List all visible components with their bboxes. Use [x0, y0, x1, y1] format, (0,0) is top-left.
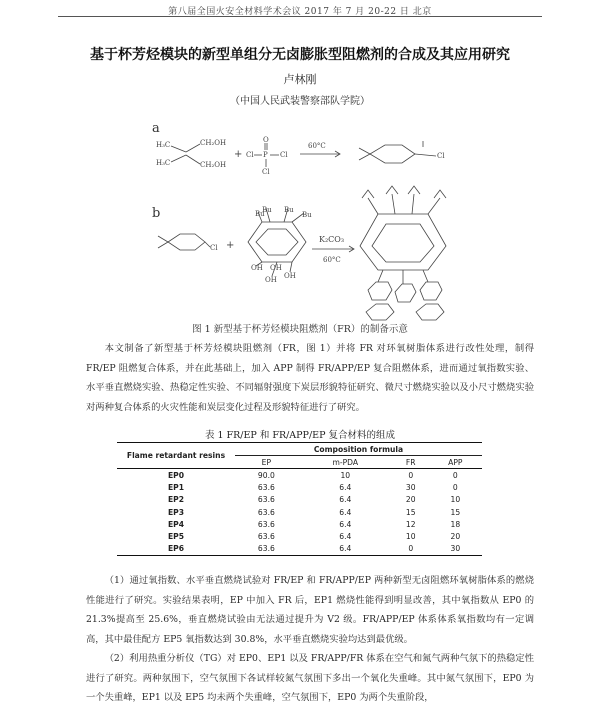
b-tbu-group — [408, 186, 420, 194]
a-ch2oh-bottom: CH₂OH — [200, 161, 227, 169]
composition-table — [117, 442, 482, 556]
b-phosphate-ring — [420, 282, 442, 300]
sample-name: EP4 — [167, 519, 185, 529]
table-row — [117, 482, 482, 494]
b-bond — [205, 242, 210, 247]
b-reagent-cl: Cl — [210, 244, 218, 252]
intro-paragraph — [86, 339, 534, 417]
table-cell: 12 — [405, 519, 416, 529]
table-row — [117, 530, 482, 542]
table-cell: 10 — [405, 531, 416, 541]
table-cell: 63.6 — [257, 483, 275, 493]
group-header: Composition formula — [235, 443, 482, 456]
table-cell: 90.0 — [257, 470, 275, 480]
a-bond — [359, 148, 370, 154]
b-bond — [428, 198, 440, 214]
b-tbu-3: Bu — [284, 206, 294, 214]
b-bond — [258, 212, 262, 222]
sample-name: EP0 — [167, 470, 185, 480]
finding-2-text: （2）利用热重分析仪（TG）对 EP0、EP1 以及 FR/APP/FR 体系在空气和氮气两种气氛下的热稳定性进行了研究。两种氛围下，空气氛围下各试样较氮气氛围下多出一个氧化失重峰。其中氮气氛围下，EP0 为一个失重峰，EP1 以及 EP5 均未两个失重峰，空气氛围下，EP0 为两个失重阶段， — [86, 653, 534, 703]
a-bond — [171, 155, 186, 162]
affiliation: （中国人民武装警察部队学院） — [230, 96, 370, 107]
table-cell: 63.6 — [257, 507, 275, 517]
table-cell: 10 — [450, 495, 461, 505]
b-bond — [158, 236, 168, 242]
b-tbu-4: Bu — [302, 211, 312, 219]
b-tbu-group — [386, 186, 398, 194]
a-condition: 60°C — [308, 142, 326, 150]
table-cell: 20 — [450, 531, 461, 541]
sample-name: EP1 — [167, 483, 185, 493]
b-bond — [378, 270, 383, 282]
b-bond — [423, 270, 428, 282]
sample-name: EP5 — [167, 531, 185, 541]
author: 卢林刚 — [283, 73, 317, 86]
finding-2 — [86, 649, 534, 708]
scheme-drawing — [0, 0, 600, 330]
b-bond — [284, 208, 288, 222]
table-cell: 63.6 — [257, 544, 275, 554]
row-header: Flame retardant resins — [117, 443, 235, 469]
panel-a-label: a — [152, 121, 160, 136]
b-oh-2: OH — [270, 264, 282, 272]
a-bond — [359, 154, 370, 160]
sample-name: EP2 — [167, 495, 185, 505]
b-phosphate-ring — [366, 304, 394, 320]
b-bond — [256, 262, 262, 266]
b-bond — [368, 198, 378, 214]
table-cell: 6.4 — [339, 531, 352, 541]
a-p: P — [263, 151, 268, 159]
b-bond — [290, 262, 292, 272]
table-row — [117, 494, 482, 506]
table-header-row-1 — [117, 443, 482, 456]
table-cell: 6.4 — [339, 544, 352, 554]
table-cell: 15 — [405, 507, 416, 517]
table-cell: 0 — [408, 470, 414, 480]
a-product-ring — [370, 145, 415, 163]
column-header: FR — [405, 457, 416, 467]
b-bond — [158, 242, 168, 248]
table-cell: 10 — [340, 470, 351, 480]
b-condition-bottom: 60°C — [323, 256, 341, 264]
a-o: O — [263, 136, 269, 144]
b-bond — [412, 194, 414, 214]
a-cl-right: Cl — [280, 151, 288, 159]
table-row — [117, 506, 482, 518]
table-cell: 63.6 — [257, 495, 275, 505]
a-bond — [186, 144, 200, 152]
sample-name: EP6 — [167, 544, 185, 554]
b-bond — [266, 208, 270, 222]
table-cell: 0 — [408, 544, 414, 554]
table-cell: 63.6 — [257, 531, 275, 541]
b-tbu-group — [434, 190, 446, 198]
table-caption: 表 1 FR/EP 和 FR/APP/EP 复合材料的组成 — [204, 430, 396, 441]
table-cell: 30 — [450, 544, 461, 554]
table-cell: 18 — [450, 519, 461, 529]
b-calixarene-inner — [256, 229, 298, 255]
a-product-cl: Cl — [437, 152, 445, 160]
table-cell: 0 — [452, 483, 458, 493]
finding-1 — [86, 571, 534, 649]
panel-b-label: b — [152, 206, 161, 221]
a-bond — [171, 146, 186, 152]
table-row — [117, 518, 482, 530]
table-cell: 6.4 — [339, 483, 352, 493]
table-cell: 6.4 — [339, 507, 352, 517]
intro-text: 本文制备了新型基于杯芳烃模块阻燃剂（FR，图 1）并将 FR 对环氧树脂体系进行改性处理，制得 FR/EP 阻燃复合体系，并在此基础上，加入 APP 制得 FR/APP/EP 复合阻燃体系，进而通过氧指数实验、水平垂直燃烧实验、热稳定性实验、不同辐射强度下炭层形貌特征研究、微尺寸燃烧实验以及小尺寸燃烧实验对两种复合体系的火灾性能和炭层变化过程及形貌特征进行了研究。 — [86, 343, 534, 413]
table-cell: 0 — [452, 470, 458, 480]
b-tbu-group — [362, 190, 374, 198]
finding-1-text: （1）通过氧指数、水平垂直燃烧试验对 FR/EP 和 FR/APP/EP 两种新型无卤阻燃环氧树脂体系的燃烧性能进行了研究。实验结果表明，EP 中加入 FR 后，EP1 燃烧性能得到明显改善，其中氧指数从 EP0 的 21.3%提高至 25.6%，垂直燃烧试验由无法通过提升为 V2 级。FR/APP/EP 体系体系氧指数均有一定调高，其中最佳配方 EP5 氧指数达到 30.8%，水平垂直燃烧实验均达到最优级。 — [86, 575, 534, 645]
column-header: EP — [261, 457, 272, 467]
b-bond — [292, 213, 304, 222]
b-condition-top: K₂CO₃ — [319, 235, 345, 244]
a-plus: + — [234, 149, 243, 160]
b-calixarene-core — [248, 222, 306, 262]
b-oh-1: OH — [251, 264, 263, 272]
table-cell: 63.6 — [257, 519, 275, 529]
b-tbu-1: Bu — [255, 210, 265, 218]
a-bond — [415, 154, 436, 156]
b-product-inner — [372, 224, 434, 262]
table-cell: 6.4 — [339, 495, 352, 505]
b-phosphate-ring — [368, 282, 392, 300]
column-header: m-PDA — [332, 457, 359, 467]
a-ch2oh-top: CH₂OH — [200, 139, 227, 147]
b-oh-4: OH — [265, 276, 277, 284]
a-cl-bottom: Cl — [262, 168, 270, 176]
b-bond — [272, 262, 277, 276]
b-phosphate-ring — [416, 304, 444, 320]
a-h3c-bottom: H₃C — [156, 159, 171, 167]
running-header: 第八届全国火安全材料学术会议 2017 年 7 月 20-22 日 北京 — [168, 7, 432, 17]
b-bond — [392, 194, 395, 214]
a-h3c-top: H₃C — [156, 141, 171, 149]
paper-title: 基于杯芳烃模块的新型单组分无卤膨胀型阻燃剂的合成及其应用研究 — [90, 47, 510, 63]
table-cell: 30 — [405, 483, 416, 493]
a-bond — [186, 155, 200, 164]
a-cl-left: Cl — [246, 151, 254, 159]
b-reagent-ring — [168, 234, 205, 250]
table-row — [117, 543, 482, 556]
table-row — [117, 469, 482, 482]
b-oh-3: OH — [284, 272, 296, 280]
figure-caption: 图 1 新型基于杯芳烃模块阻燃剂（FR）的制备示意 — [192, 324, 408, 335]
b-phosphate-ring — [395, 284, 416, 302]
column-header: APP — [448, 457, 463, 467]
table-cell: 6.4 — [339, 519, 352, 529]
sample-name: EP3 — [167, 507, 185, 517]
b-tbu-2: Bu — [262, 206, 272, 214]
table-cell: 20 — [405, 495, 416, 505]
table-cell: 15 — [450, 507, 461, 517]
b-plus: + — [226, 240, 235, 251]
